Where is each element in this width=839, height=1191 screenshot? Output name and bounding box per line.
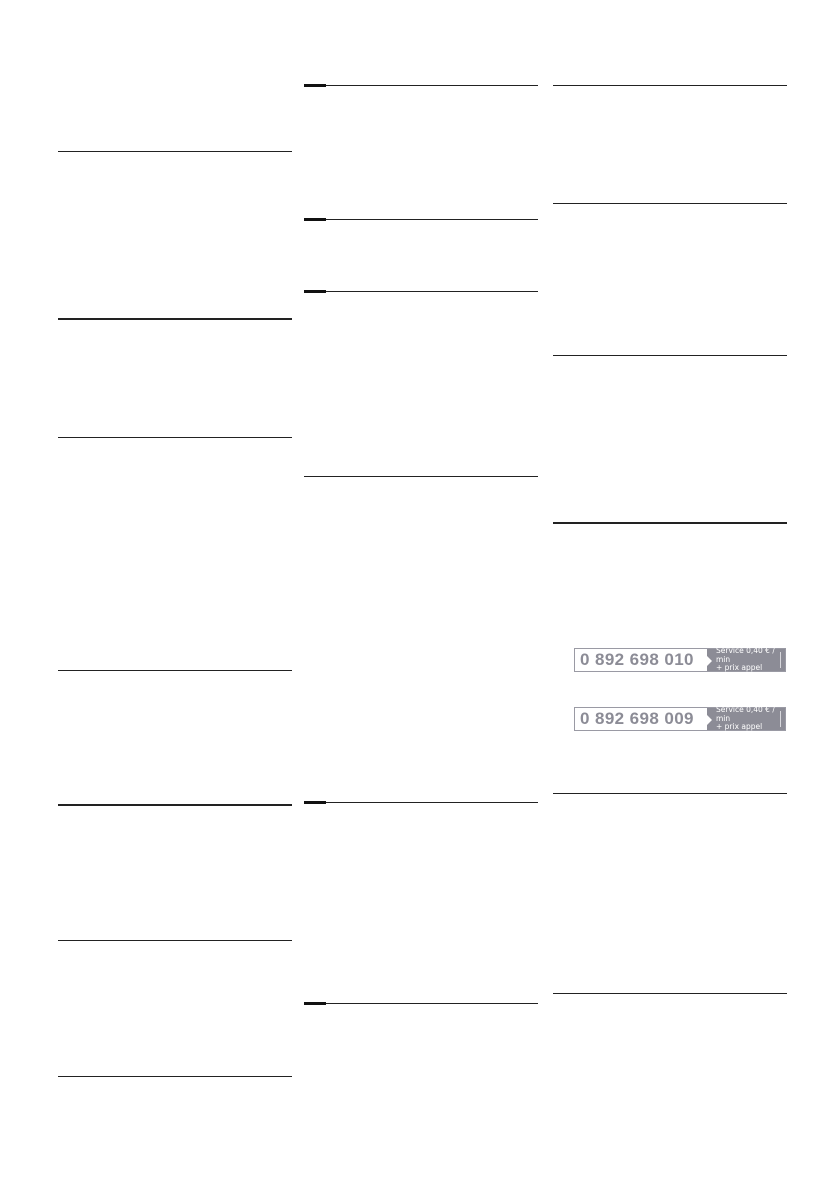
divider bbox=[304, 1003, 538, 1004]
divider bbox=[304, 219, 538, 220]
divider bbox=[553, 85, 787, 86]
divider bbox=[58, 940, 292, 941]
service-price-tag bbox=[707, 646, 785, 673]
divider bbox=[304, 85, 538, 86]
service-rate: Service 0,40 € / min bbox=[716, 705, 775, 723]
divider bbox=[58, 437, 292, 438]
divider bbox=[58, 1076, 292, 1077]
rule-tick bbox=[304, 290, 326, 293]
divider bbox=[58, 804, 292, 806]
divider bbox=[553, 522, 787, 524]
rule-tick bbox=[304, 84, 326, 87]
divider bbox=[58, 318, 292, 320]
phone-number: 0 892 698 009 bbox=[580, 709, 694, 728]
call-price-note: + prix appel bbox=[716, 722, 763, 732]
divider bbox=[553, 793, 787, 794]
divider bbox=[553, 355, 787, 356]
divider bbox=[58, 151, 292, 152]
rule-tick bbox=[304, 218, 326, 221]
service-rate: Service 0,40 € / min bbox=[716, 646, 775, 664]
rule-tick bbox=[304, 1002, 326, 1005]
phone-number: 0 892 698 010 bbox=[580, 650, 694, 669]
rule-tick bbox=[304, 801, 326, 804]
divider bbox=[304, 802, 538, 803]
service-number-badge bbox=[574, 648, 786, 672]
divider bbox=[304, 476, 538, 477]
divider bbox=[304, 291, 538, 292]
divider bbox=[58, 670, 292, 671]
divider bbox=[553, 203, 787, 204]
service-price-tag bbox=[707, 705, 785, 732]
call-price-note: + prix appel bbox=[716, 663, 763, 673]
divider bbox=[553, 993, 787, 994]
service-number-badge bbox=[574, 707, 786, 731]
